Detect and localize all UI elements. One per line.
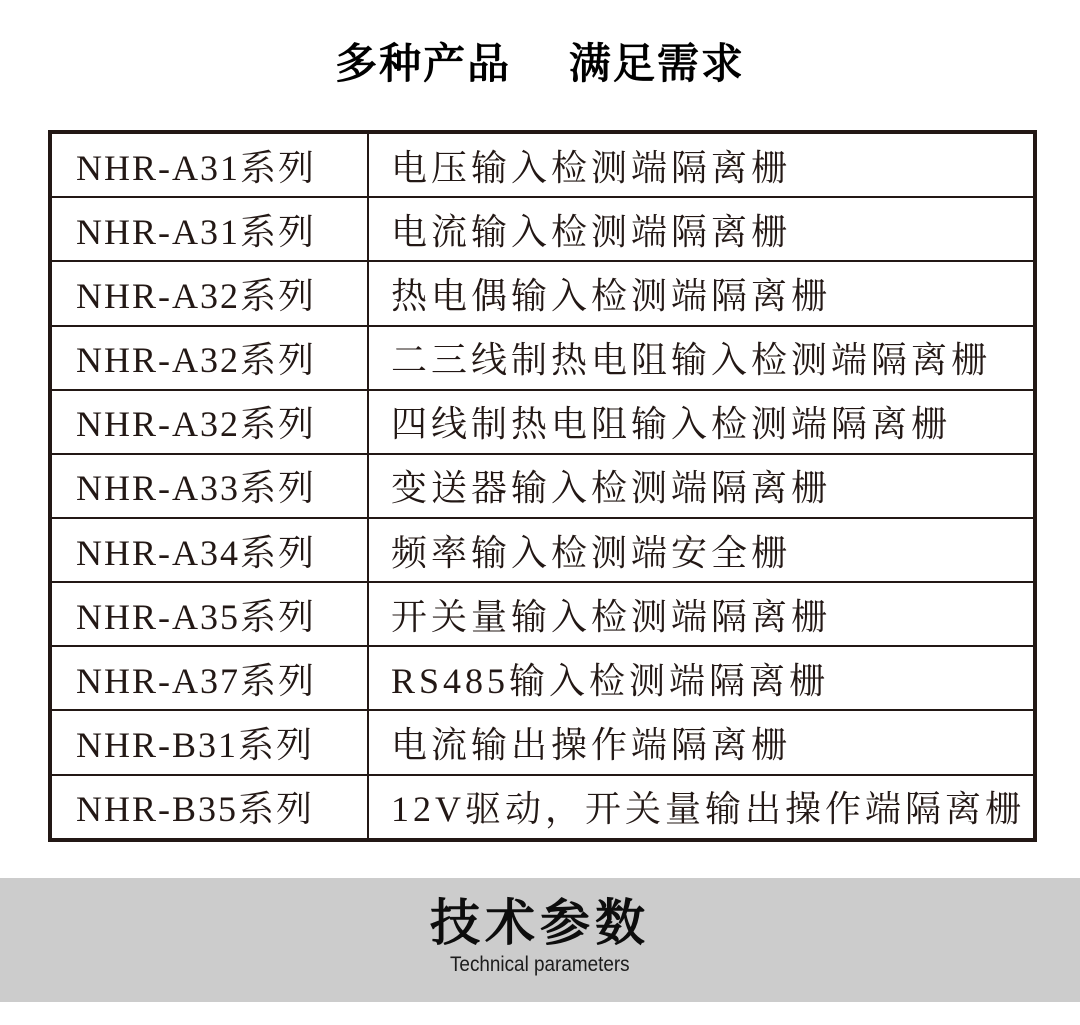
table-row (50, 710, 1035, 774)
description-cell: 热电偶输入检测端隔离栅 (368, 261, 1035, 325)
table-row (50, 326, 1035, 390)
series-cell: NHR-A32系列 (50, 390, 368, 454)
series-cell: NHR-A37系列 (50, 646, 368, 710)
table-row (50, 518, 1035, 582)
description-cell: 开关量输入检测端隔离栅 (368, 582, 1035, 646)
table-row (50, 261, 1035, 325)
section-title: 技术参数 (430, 895, 650, 951)
page-title: 多种产品 满足需求 (335, 40, 745, 87)
description-cell: 电压输入检测端隔离栅 (368, 132, 1035, 197)
series-cell: NHR-A31系列 (50, 197, 368, 261)
series-cell: NHR-B31系列 (50, 710, 368, 774)
description-cell: 二三线制热电阻输入检测端隔离栅 (368, 326, 1035, 390)
section-banner (0, 878, 1080, 1002)
series-cell: NHR-A34系列 (50, 518, 368, 582)
table-row (50, 646, 1035, 710)
description-cell: 电流输出操作端隔离栅 (368, 710, 1035, 774)
table-row (50, 582, 1035, 646)
product-series-table (48, 130, 1037, 842)
description-cell: RS485输入检测端隔离栅 (368, 646, 1035, 710)
description-cell: 变送器输入检测端隔离栅 (368, 454, 1035, 518)
table-row (50, 775, 1035, 840)
table-row (50, 197, 1035, 261)
series-cell: NHR-A33系列 (50, 454, 368, 518)
series-cell: NHR-B35系列 (50, 775, 368, 840)
description-cell: 12V驱动，开关量输出操作端隔离栅 (368, 775, 1035, 840)
series-cell: NHR-A32系列 (50, 261, 368, 325)
description-cell: 四线制热电阻输入检测端隔离栅 (368, 390, 1035, 454)
table-row (50, 132, 1035, 197)
section-subtitle: Technical parameters (450, 953, 630, 976)
table-row (50, 454, 1035, 518)
series-cell: NHR-A32系列 (50, 326, 368, 390)
series-cell: NHR-A31系列 (50, 132, 368, 197)
table-row (50, 390, 1035, 454)
description-cell: 频率输入检测端安全栅 (368, 518, 1035, 582)
series-cell: NHR-A35系列 (50, 582, 368, 646)
description-cell: 电流输入检测端隔离栅 (368, 197, 1035, 261)
